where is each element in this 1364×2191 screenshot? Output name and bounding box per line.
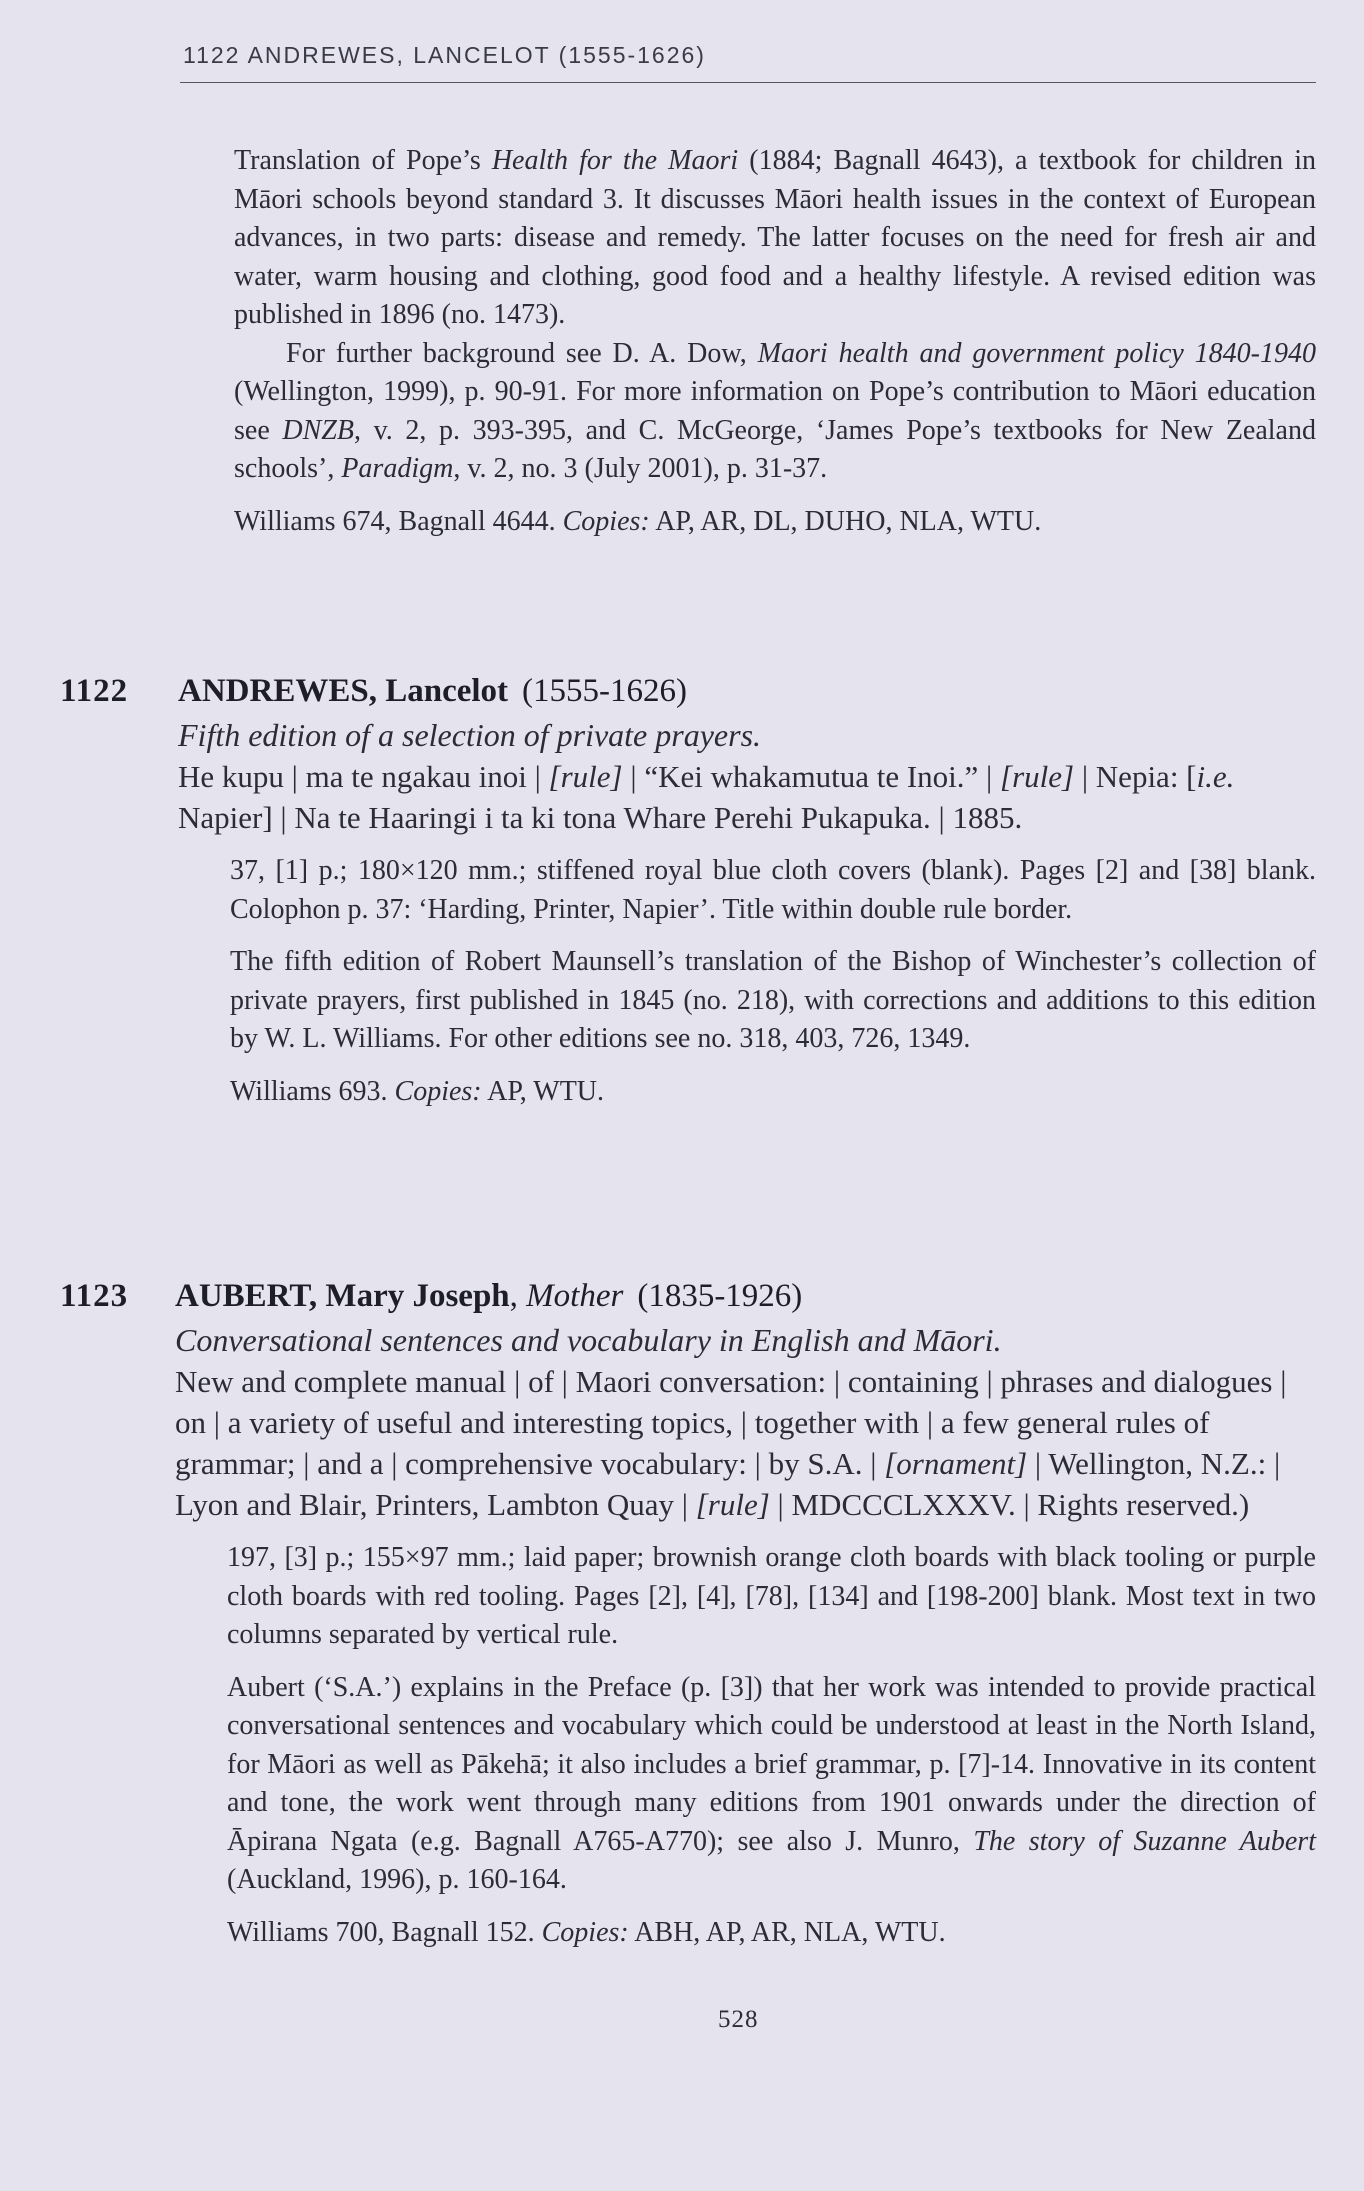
author-name: ANDREWES, Lancelot <box>178 673 509 709</box>
entry-1122-note: The fifth edition of Robert Maunsell’s translation of the Bishop of Winchester’s collection of private prayers, first published in 1845 (no. 218), with corrections and additions to this edition by W. L. Williams. For other editions see no. 318, 403, 726, 1349. <box>230 946 1316 1054</box>
entry-1123-heading: AUBERT, Mary Joseph, Mother (1835-1926) <box>175 1278 803 1314</box>
prev-entry-note: Translation of Pope’s Health for the Maori (1884; Bagnall 4643), a textbook for children in Māori schools beyond standard 3. It discusses Māori health issues in the context of European advances, in two parts: disease and remedy. The latter focuses on the need for fresh air and water, warm housing and clothing, good food and a healthy lifestyle. A revised edition was published in 1896 (no. 1473). <box>234 145 1316 330</box>
entry-number-1122: 1122 <box>60 673 129 709</box>
header-rule <box>180 82 1316 83</box>
prev-entry-background: For further background see D. A. Dow, Maori health and government policy 1840-1940 (Wellington, 1999), p. 90-91. For more information on Pope’s contribution to Māori education see DNZB, v. 2, p. 393-395, and C. McGeorge, ‘James Pope’s textbooks for New Zealand schools’, Paradigm, v. 2, no. 3 (July 2001), p. 31-37. <box>234 337 1317 484</box>
entry-1122-heading <box>178 673 1316 710</box>
running-head: 1122 ANDREWES, LANCELOT (1555-1626) <box>183 42 706 68</box>
page-number: 528 <box>718 2006 759 2033</box>
entry-1123-references: Williams 700, Bagnall 152. Copies: ABH, AP, AR, NLA, WTU. <box>227 1916 946 1948</box>
entry-1123-note: Aubert (‘S.A.’) explains in the Preface (p. [3]) that her work was intended to provide practical conversational sentences and vocabulary which could be understood at least in the North Island, for Māori as well as Pākehā; it also includes a brief grammar, p. [7]-14. Innovative in its content and tone, the work went through many editions from 1901 onwards under the direction of Āpirana Ngata (e.g. Bagnall A765-A770); see also J. Munro, The story of Suzanne Aubert (Auckland, 1996), p. 160-164. <box>227 1671 1316 1895</box>
prev-entry-references: Williams 674, Bagnall 4644. Copies: AP, AR, DL, DUHO, NLA, WTU. <box>234 505 1042 537</box>
entry-1122-collation: 37, [1] p.; 180×120 mm.; stiffened royal blue cloth covers (blank). Pages [2] and [38] blank. Colophon p. 37: ‘Harding, Printer, Napier’. Title within double rule border. <box>230 855 1316 925</box>
author-epithet: Mother <box>526 1278 624 1314</box>
previous-entry-text <box>234 142 1316 541</box>
entry-1123-collation: 197, [3] p.; 155×97 mm.; laid paper; brownish orange cloth boards with black tooling or purple cloth boards with red tooling. Pages [2], [4], [78], [134] and [198-200] blank. Most text in two columns separated by vertical rule. <box>227 1542 1316 1650</box>
entry-1123 <box>175 1278 1316 1952</box>
entry-1122 <box>178 673 1316 1111</box>
author-name: AUBERT, Mary Joseph <box>175 1278 510 1314</box>
entry-1123-title-transcription: New and complete manual | of | Maori conversation: | containing | phrases and dialogues | on | a variety of useful and interesting topics, | together with | a few general rules of grammar; | and a | comprehensive vocabulary: | by S.A. | [ornament] | Wellington, N.Z.: | Lyon and Blair, Printers, Lambton Quay | [rule] | MDCCCLXXXV. | Rights reserved.) <box>175 1364 1287 1522</box>
entry-1123-title: Conversational sentences and vocabulary in English and Māori. <box>175 1322 1002 1358</box>
entry-1122-title-transcription: He kupu | ma te ngakau inoi | [rule] | “Kei whakamutua te Inoi.” | [rule] | Nepia: [i.e. Napier] | Na te Haaringi i ta ki tona Whare Perehi Pukapuka. | 1885. <box>178 759 1235 835</box>
entry-1122-title: Fifth edition of a selection of private prayers. <box>178 717 762 753</box>
entry-1122-references: Williams 693. Copies: AP, WTU. <box>230 1075 605 1107</box>
entry-number-1123: 1123 <box>60 1278 129 1314</box>
author-dates: (1555-1626) <box>522 673 687 709</box>
author-dates: (1835-1926) <box>637 1278 803 1314</box>
